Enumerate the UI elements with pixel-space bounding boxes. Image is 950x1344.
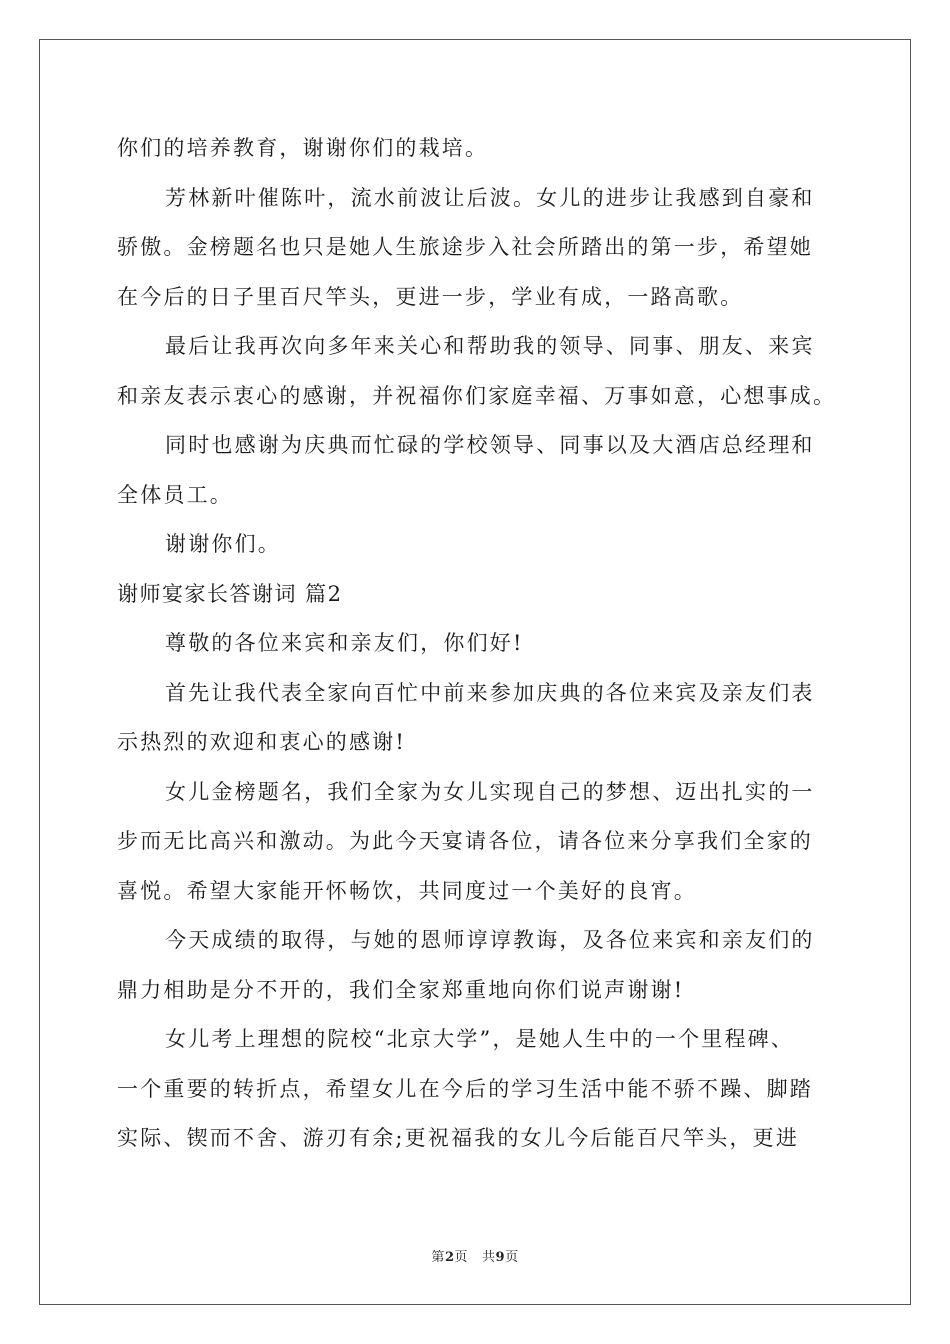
text-line: 喜悦。希望大家能开怀畅饮，共同度过一个美好的良宵。	[117, 878, 697, 903]
text-line: 全体员工。	[117, 482, 233, 507]
text-line: 芳林新叶催陈叶，流水前波让后波。女儿的进步让我感到自豪和	[165, 185, 815, 210]
page-footer	[0, 1246, 950, 1265]
page-total: 9	[495, 1250, 506, 1265]
section-heading: 谢师宴家长答谢词 篇2	[117, 581, 343, 606]
text-line: 一个重要的转折点，希望女儿在今后的学习生活中能不骄不躁、脚踏	[117, 1076, 813, 1101]
text-line: 鼎力相助是分不开的，我们全家郑重地向你们说声谢谢!	[117, 977, 685, 1002]
total-prefix: 共	[482, 1250, 496, 1265]
text-line: 步而无比高兴和激动。为此今天宴请各位，请各位来分享我们全家的	[117, 829, 813, 853]
text-line: 和亲友表示衷心的感谢，并祝福你们家庭幸福、万事如意，心想事成。	[117, 383, 837, 408]
document-body	[117, 124, 837, 1164]
text-line: 尊敬的各位来宾和亲友们，你们好!	[165, 631, 524, 655]
text-line: 女儿考上理想的院校“北京大学”，是她人生中的一个里程碑、	[165, 1027, 795, 1051]
text-line: 今天成绩的取得，与她的恩师谆谆教诲，及各位来宾和亲友们的	[165, 928, 815, 952]
text-line: 同时也感谢为庆典而忙碌的学校领导、同事以及大酒店总经理和	[165, 433, 815, 457]
text-line: 女儿金榜题名，我们全家为女儿实现自己的梦想、迈出扎实的一	[165, 779, 815, 804]
page-suffix: 页	[454, 1250, 468, 1265]
text-line: 最后让我再次向多年来关心和帮助我的领导、同事、朋友、来宾	[165, 334, 815, 358]
text-line: 骄傲。金榜题名也只是她人生旅途步入社会所踏出的第一步，希望她	[117, 235, 813, 259]
text-line: 首先让我代表全家向百忙中前来参加庆典的各位来宾及亲友们表	[165, 680, 815, 705]
text-line: 你们的培养教育，谢谢你们的栽培。	[117, 136, 489, 160]
text-line: 示热烈的欢迎和衷心的感谢!	[117, 730, 407, 754]
text-line: 谢谢你们。	[165, 532, 281, 556]
text-line: 在今后的日子里百尺竿头，更进一步，学业有成，一路高歌。	[117, 284, 744, 309]
total-suffix: 页	[505, 1250, 519, 1265]
page-number: 2	[444, 1250, 455, 1265]
page-prefix: 第	[431, 1250, 445, 1265]
text-line: 实际、锲而不舍、游刃有余;更祝福我的女儿今后能百尺竿头，更进	[117, 1126, 800, 1150]
